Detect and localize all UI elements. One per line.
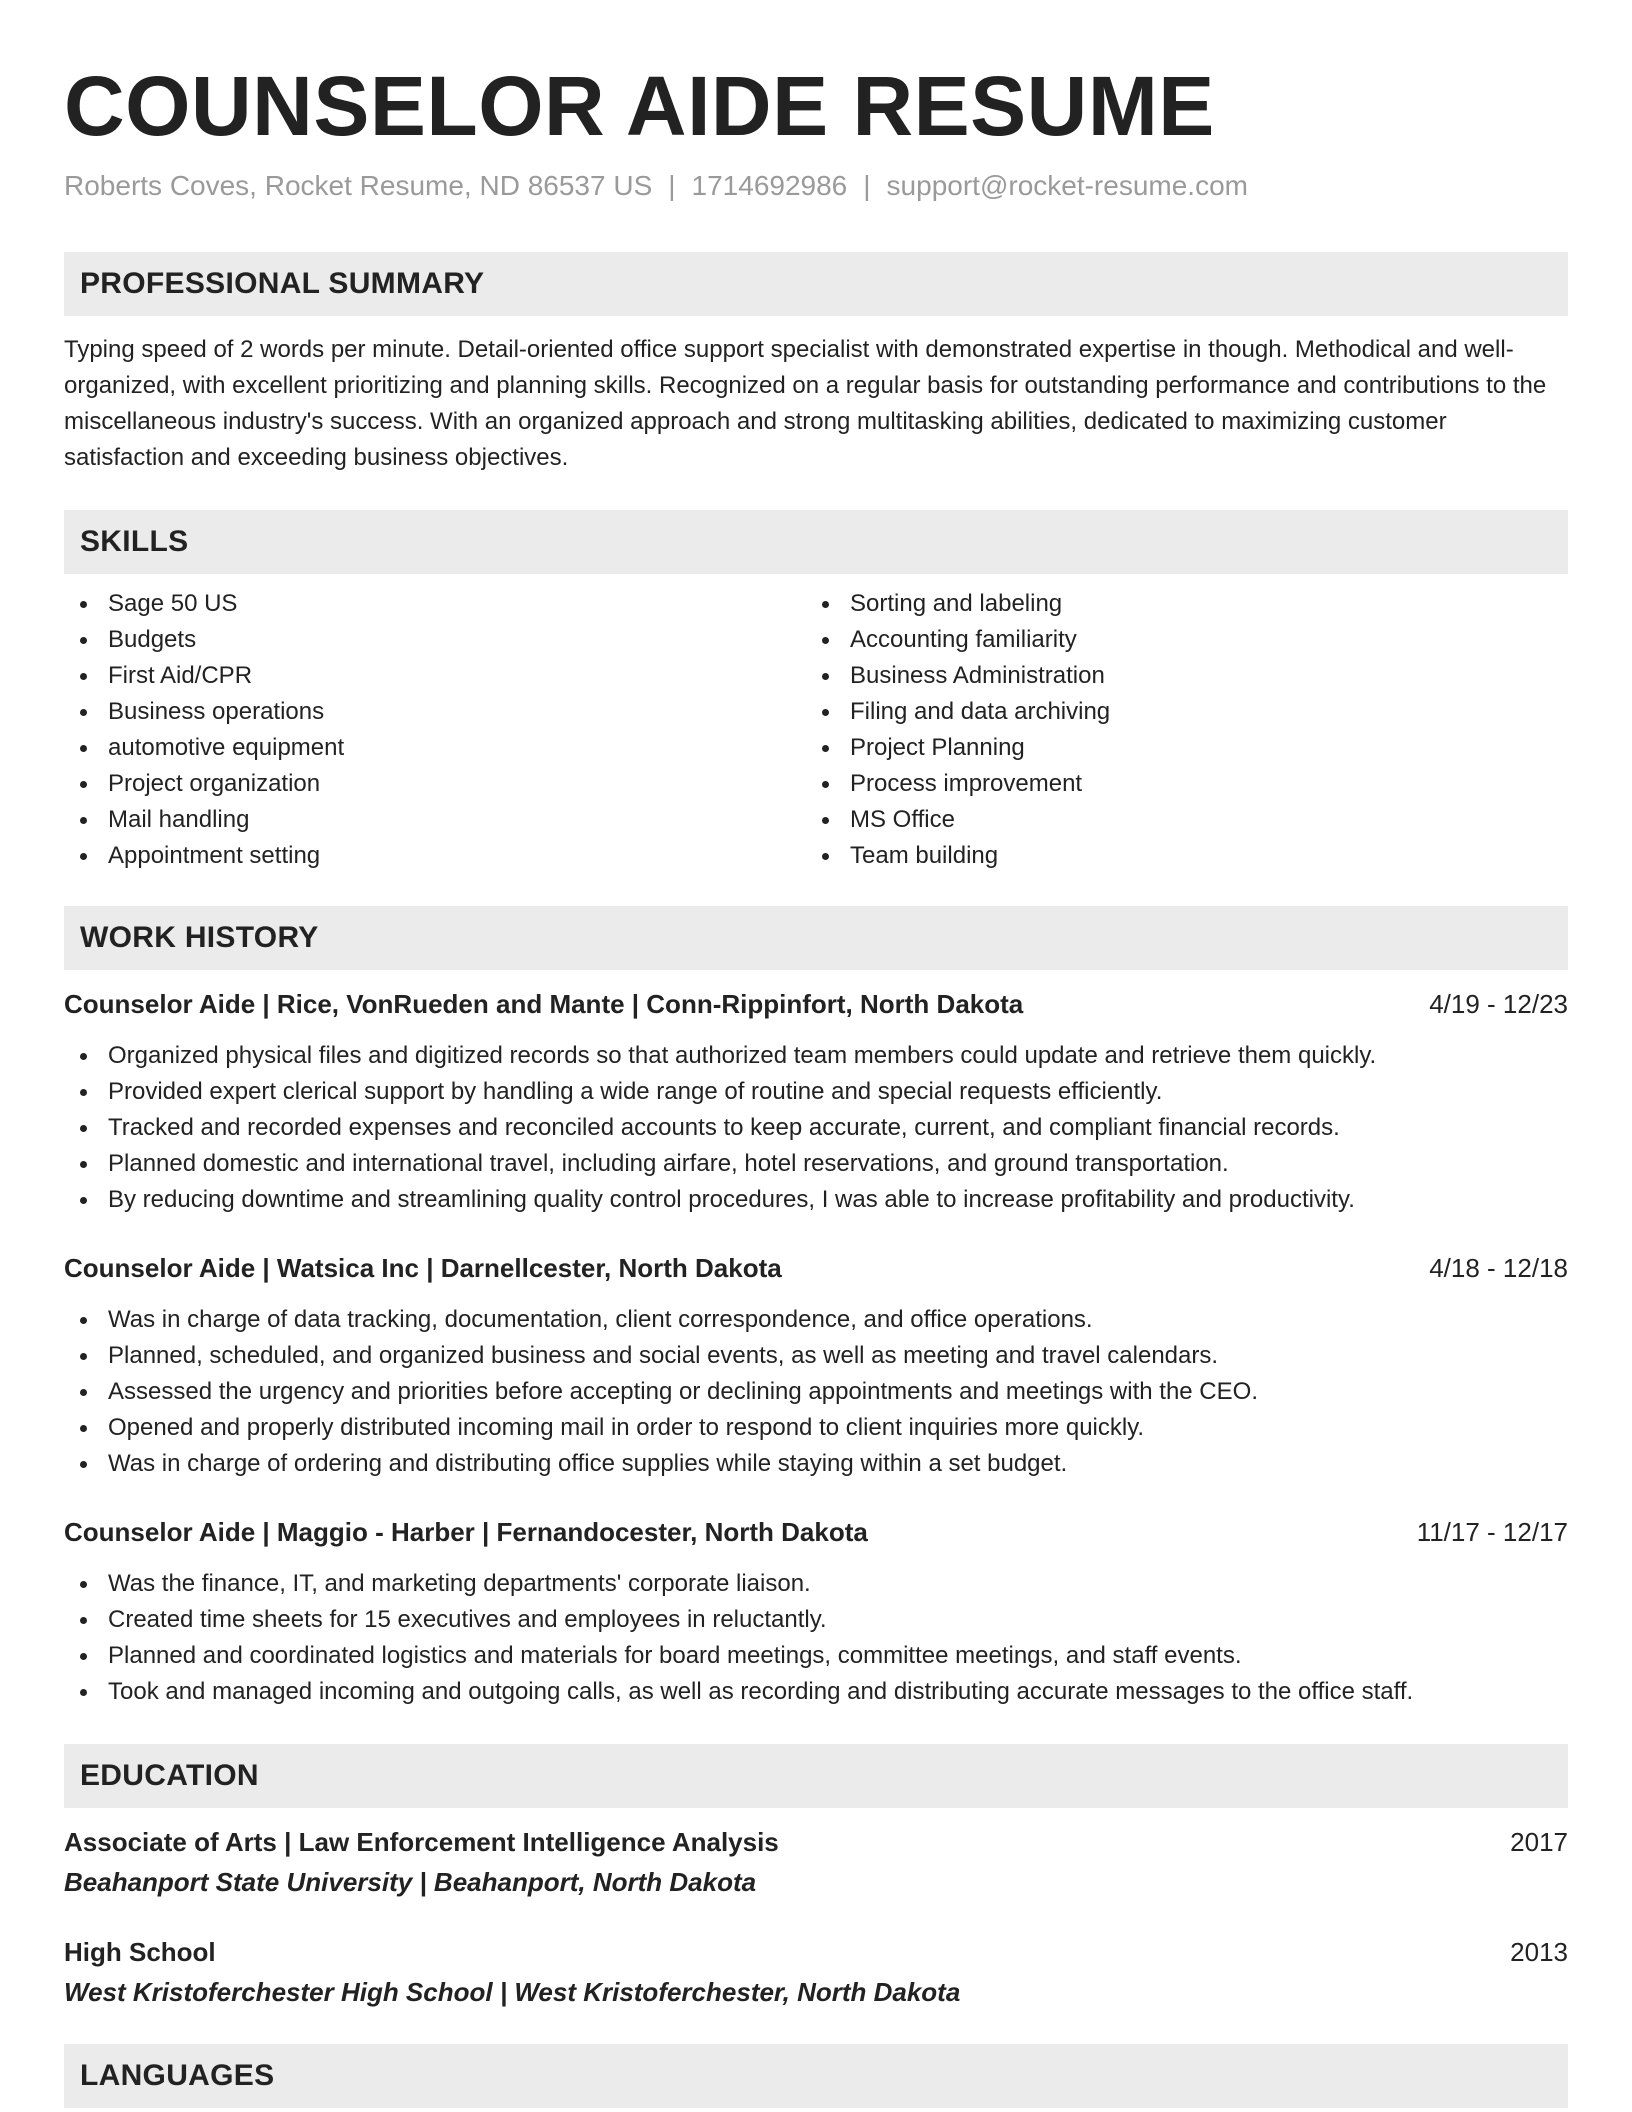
job-bullet: Opened and properly distributed incoming mail in order to respond to client inquiries more quickly. <box>64 1410 1568 1446</box>
job-title: Counselor Aide | Maggio - Harber | Fernandocester, North Dakota <box>64 1517 868 1547</box>
education-header <box>64 1824 1568 1860</box>
skills-column-right <box>806 586 1548 874</box>
contact-phone: 1714692986 <box>691 170 848 201</box>
job-title: Counselor Aide | Watsica Inc | Darnellcester, North Dakota <box>64 1253 782 1283</box>
graduation-year: 2013 <box>1510 1937 1568 1967</box>
job-bullet: Tracked and recorded expenses and reconciled accounts to keep accurate, current, and compliant financial records. <box>64 1110 1568 1146</box>
job-bullets <box>64 1566 1568 1710</box>
languages-heading: LANGUAGES <box>64 2044 1568 2108</box>
job-entry <box>64 986 1568 1218</box>
degree-title: High School <box>64 1937 216 1967</box>
skill-item: First Aid/CPR <box>64 658 806 694</box>
job-title: Counselor Aide | Rice, VonRueden and Mante | Conn-Rippinfort, North Dakota <box>64 989 1024 1019</box>
job-bullet: Organized physical files and digitized records so that authorized team members could update and retrieve them quickly. <box>64 1038 1568 1074</box>
skill-item: Process improvement <box>806 766 1548 802</box>
job-bullet: By reducing downtime and streamlining quality control procedures, I was able to increase profitability and productivity. <box>64 1182 1568 1218</box>
degree-title: Associate of Arts | Law Enforcement Intelligence Analysis <box>64 1827 779 1857</box>
job-bullet: Was the finance, IT, and marketing departments' corporate liaison. <box>64 1566 1568 1602</box>
contact-line <box>64 170 1568 202</box>
skill-item: Mail handling <box>64 802 806 838</box>
job-bullet: Assessed the urgency and priorities before accepting or declining appointments and meetings with the CEO. <box>64 1374 1568 1410</box>
job-dates: 4/18 - 12/18 <box>1429 1253 1568 1283</box>
job-entry <box>64 1250 1568 1482</box>
skill-item: Budgets <box>64 622 806 658</box>
skills-list <box>64 586 1568 874</box>
resume-title: COUNSELOR AIDE RESUME <box>64 59 1215 153</box>
job-bullet: Planned, scheduled, and organized business and social events, as well as meeting and travel calendars. <box>64 1338 1568 1374</box>
skill-item: Accounting familiarity <box>806 622 1548 658</box>
job-bullet: Provided expert clerical support by handling a wide range of routine and special requests efficiently. <box>64 1074 1568 1110</box>
job-header <box>64 1514 1568 1550</box>
contact-separator: | <box>863 170 871 201</box>
skill-item: automotive equipment <box>64 730 806 766</box>
contact-email: support@rocket-resume.com <box>886 170 1248 201</box>
school-name: Beahanport State University | Beahanport, North Dakota <box>64 1867 757 1897</box>
skill-item: Appointment setting <box>64 838 806 874</box>
job-bullet: Was in charge of ordering and distributing office supplies while staying within a set budget. <box>64 1446 1568 1482</box>
job-entry <box>64 1514 1568 1710</box>
school-name: West Kristoferchester High School | West Kristoferchester, North Dakota <box>64 1977 961 2007</box>
job-bullets <box>64 1038 1568 1218</box>
skill-item: MS Office <box>806 802 1548 838</box>
graduation-year: 2017 <box>1510 1827 1568 1857</box>
job-header <box>64 986 1568 1022</box>
job-bullet: Planned domestic and international travel, including airfare, hotel reservations, and ground transportation. <box>64 1146 1568 1182</box>
job-bullet: Took and managed incoming and outgoing calls, as well as recording and distributing accurate messages to the office staff. <box>64 1674 1568 1710</box>
job-dates: 4/19 - 12/23 <box>1429 989 1568 1019</box>
education-heading: EDUCATION <box>64 1744 1568 1808</box>
skill-item: Sorting and labeling <box>806 586 1548 622</box>
work-history-heading: WORK HISTORY <box>64 906 1568 970</box>
education-header <box>64 1934 1568 1970</box>
skill-item: Business Administration <box>806 658 1548 694</box>
skill-item: Project organization <box>64 766 806 802</box>
skill-item: Sage 50 US <box>64 586 806 622</box>
skills-column-left <box>64 586 806 874</box>
job-bullet: Planned and coordinated logistics and materials for board meetings, committee meetings, and staff events. <box>64 1638 1568 1674</box>
skill-item: Business operations <box>64 694 806 730</box>
education-entry <box>64 1934 1568 2010</box>
summary-heading: PROFESSIONAL SUMMARY <box>64 252 1568 316</box>
contact-separator: | <box>668 170 676 201</box>
contact-address: Roberts Coves, Rocket Resume, ND 86537 US <box>64 170 653 201</box>
job-dates: 11/17 - 12/17 <box>1416 1517 1568 1547</box>
skill-item: Project Planning <box>806 730 1548 766</box>
job-header <box>64 1250 1568 1286</box>
skill-item: Filing and data archiving <box>806 694 1548 730</box>
education-entry <box>64 1824 1568 1900</box>
job-bullet: Created time sheets for 15 executives and employees in reluctantly. <box>64 1602 1568 1638</box>
resume-page <box>64 0 1568 2108</box>
job-bullet: Was in charge of data tracking, documentation, client correspondence, and office operations. <box>64 1302 1568 1338</box>
summary-text: Typing speed of 2 words per minute. Detail-oriented office support specialist with demonstrated expertise in though. Methodical and well-organized, with excellent prioritizing and planning skills. Recognized on a regular basis for outstanding performance and contributions to the miscellaneous industry's success. With an organized approach and strong multitasking abilities, dedicated to maximizing customer satisfaction and exceeding business objectives. <box>64 336 1547 471</box>
skills-heading: SKILLS <box>64 510 1568 574</box>
job-bullets <box>64 1302 1568 1482</box>
skill-item: Team building <box>806 838 1548 874</box>
